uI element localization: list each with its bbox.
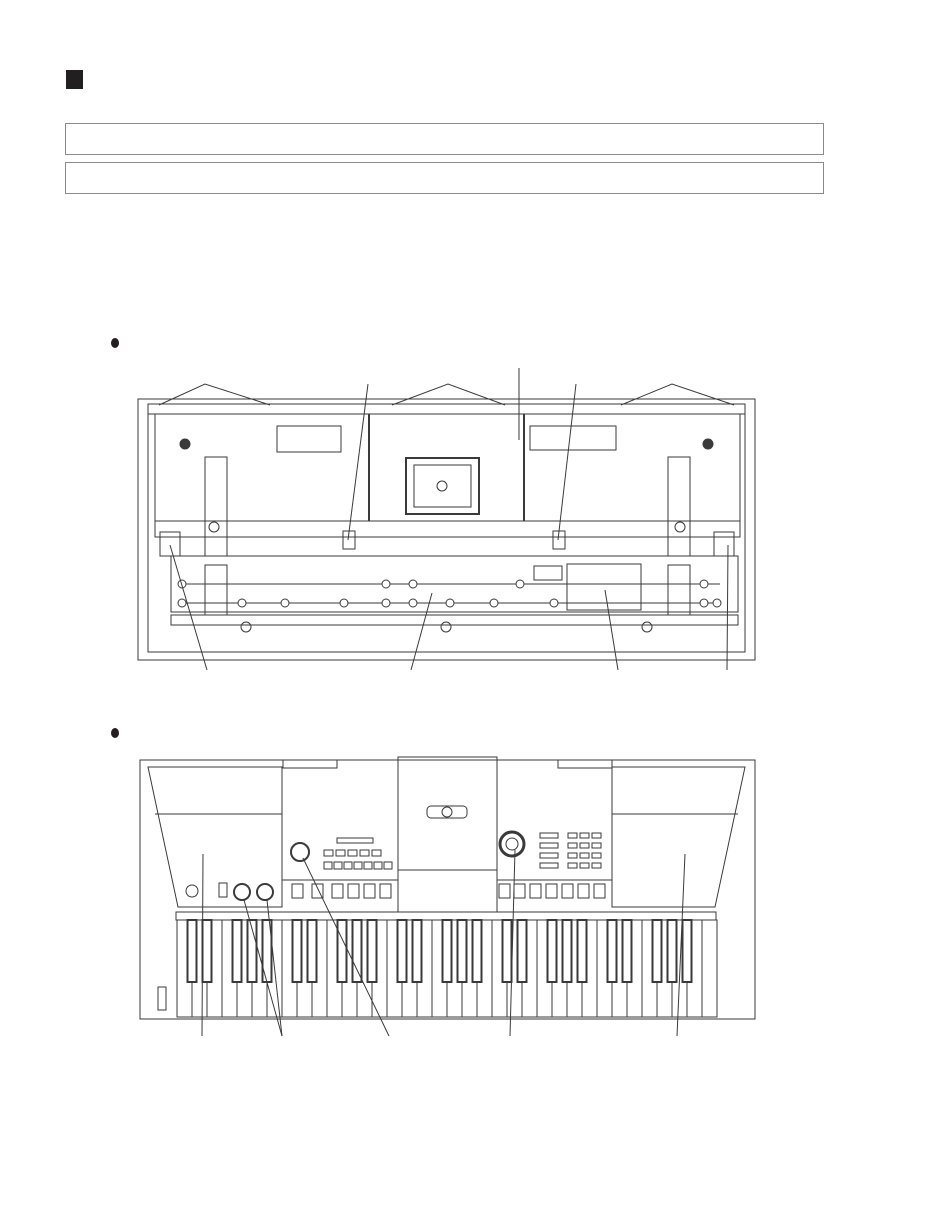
front-logo-badge bbox=[427, 806, 467, 818]
rear-jack bbox=[700, 580, 708, 588]
panel-button bbox=[568, 843, 577, 848]
rear-jack bbox=[340, 599, 348, 607]
black-key bbox=[683, 920, 692, 982]
panel-button bbox=[578, 884, 589, 898]
panel-button bbox=[580, 863, 589, 868]
rear-jack bbox=[281, 599, 289, 607]
rear-center-screw bbox=[437, 481, 447, 491]
front-music-rest-right bbox=[612, 767, 745, 907]
panel-button bbox=[499, 884, 510, 898]
rear-label-left bbox=[277, 426, 341, 452]
panel-button bbox=[540, 833, 558, 838]
rear-body-outline bbox=[138, 399, 755, 660]
rear-clip-right bbox=[714, 532, 734, 556]
front-data-dial bbox=[500, 832, 524, 856]
panel-button bbox=[334, 862, 342, 869]
rear-jack bbox=[550, 599, 558, 607]
rear-jack bbox=[490, 599, 498, 607]
panel-button bbox=[540, 843, 558, 848]
rear-jack bbox=[409, 580, 417, 588]
black-key bbox=[458, 920, 467, 982]
rear-jack bbox=[516, 580, 524, 588]
black-key bbox=[413, 920, 422, 982]
panel-button bbox=[348, 884, 359, 898]
panel-button bbox=[380, 884, 391, 898]
black-key bbox=[203, 920, 212, 982]
rear-jack bbox=[238, 599, 246, 607]
black-key bbox=[578, 920, 587, 982]
black-key bbox=[188, 920, 197, 982]
panel-button bbox=[592, 863, 601, 868]
rear-jack bbox=[446, 599, 454, 607]
panel-button bbox=[364, 884, 375, 898]
rear-label-right bbox=[530, 426, 616, 450]
rear-view-diagram bbox=[138, 368, 755, 670]
black-key bbox=[353, 920, 362, 982]
panel-button bbox=[540, 863, 558, 868]
panel-button bbox=[384, 862, 392, 869]
rear-jack bbox=[409, 599, 417, 607]
black-key bbox=[653, 920, 662, 982]
panel-button bbox=[372, 850, 381, 856]
panel-button bbox=[568, 833, 577, 838]
white-key bbox=[702, 920, 717, 1017]
front-music-rest-left bbox=[148, 767, 282, 907]
rear-center-plate bbox=[406, 458, 479, 514]
panel-button bbox=[324, 862, 332, 869]
black-key bbox=[293, 920, 302, 982]
panel-button bbox=[580, 843, 589, 848]
panel-button bbox=[580, 853, 589, 858]
rear-jack bbox=[700, 599, 708, 607]
black-key bbox=[338, 920, 347, 982]
black-key bbox=[668, 920, 677, 982]
panel-button bbox=[354, 862, 362, 869]
panel-button bbox=[592, 833, 601, 838]
front-volume-knob bbox=[291, 843, 309, 861]
black-key bbox=[503, 920, 512, 982]
panel-button bbox=[292, 884, 303, 898]
panel-button bbox=[592, 843, 601, 848]
front-pitch-wheel bbox=[158, 987, 166, 1010]
panel-button bbox=[337, 838, 373, 843]
black-key bbox=[368, 920, 377, 982]
rear-rail bbox=[155, 521, 740, 537]
panel-button bbox=[364, 862, 372, 869]
panel-button bbox=[562, 884, 573, 898]
black-key bbox=[473, 920, 482, 982]
black-key bbox=[608, 920, 617, 982]
black-key bbox=[518, 920, 527, 982]
panel-button bbox=[568, 863, 577, 868]
rear-clip-left bbox=[160, 532, 180, 556]
front-clip-right bbox=[558, 760, 612, 768]
panel-button bbox=[348, 850, 357, 856]
black-key bbox=[233, 920, 242, 982]
panel-button bbox=[336, 850, 345, 856]
black-key bbox=[563, 920, 572, 982]
black-key bbox=[398, 920, 407, 982]
front-center-display bbox=[398, 757, 497, 912]
black-key bbox=[623, 920, 632, 982]
front-knob-1 bbox=[234, 884, 250, 900]
front-knob-2 bbox=[257, 884, 273, 900]
black-key bbox=[308, 920, 317, 982]
panel-button bbox=[344, 862, 352, 869]
panel-button bbox=[332, 884, 343, 898]
black-key bbox=[443, 920, 452, 982]
front-power-switch bbox=[186, 885, 198, 897]
panel-button bbox=[360, 850, 369, 856]
rear-stand-right bbox=[668, 457, 690, 556]
panel-button bbox=[580, 833, 589, 838]
front-clip-left bbox=[283, 760, 337, 768]
black-key bbox=[548, 920, 557, 982]
panel-button bbox=[514, 884, 525, 898]
rear-stand-left bbox=[205, 457, 227, 556]
panel-button bbox=[568, 853, 577, 858]
rear-jack bbox=[178, 599, 186, 607]
panel-button bbox=[594, 884, 605, 898]
panel-button bbox=[374, 862, 382, 869]
panel-button bbox=[546, 884, 557, 898]
front-key-rail bbox=[176, 912, 716, 920]
rear-upper-panel bbox=[155, 414, 740, 521]
rear-jack bbox=[713, 599, 721, 607]
panel-button bbox=[530, 884, 541, 898]
rear-jack bbox=[382, 580, 390, 588]
front-view-diagram bbox=[140, 757, 755, 1036]
panel-button bbox=[592, 853, 601, 858]
panel-button bbox=[324, 850, 333, 856]
rear-jack bbox=[382, 599, 390, 607]
panel-button bbox=[540, 853, 558, 858]
